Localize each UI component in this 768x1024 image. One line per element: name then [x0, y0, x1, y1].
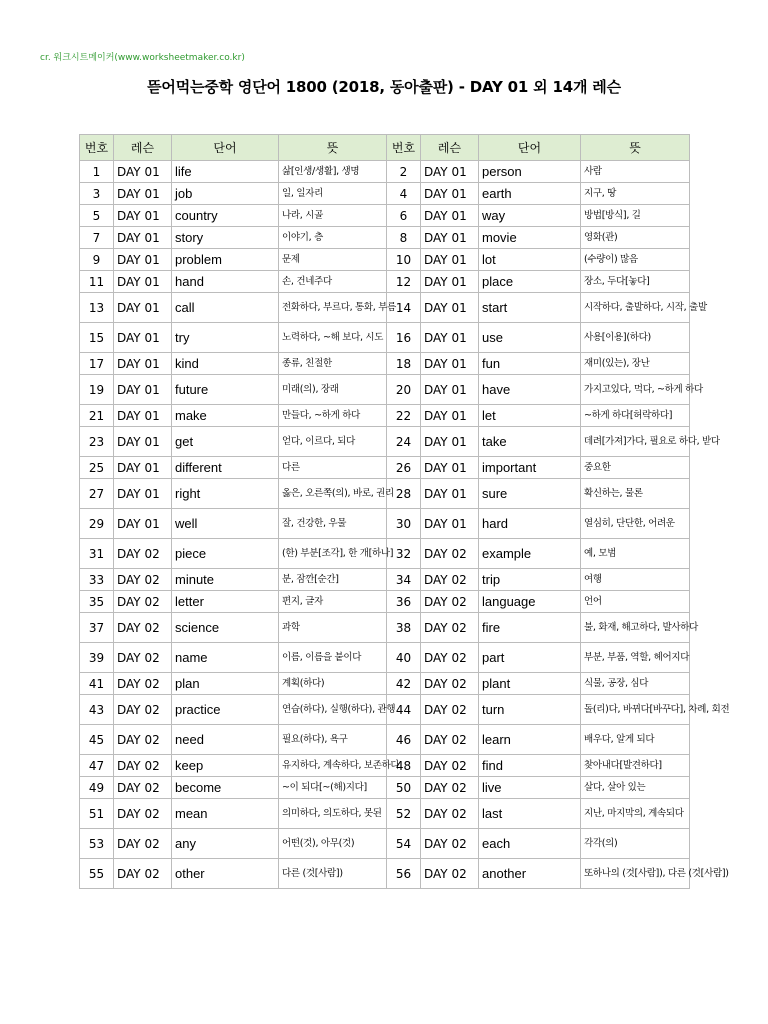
number-cell: 10	[387, 249, 421, 271]
lesson-cell: DAY 01	[114, 271, 172, 293]
lesson-cell: DAY 01	[421, 479, 479, 509]
word-cell: plan	[172, 673, 279, 695]
lesson-cell: DAY 01	[114, 183, 172, 205]
meaning-cell: 또하나의 (것[사람]), 다른 (것[사람])	[581, 859, 690, 889]
number-cell: 12	[387, 271, 421, 293]
lesson-cell: DAY 02	[421, 859, 479, 889]
word-cell: try	[172, 323, 279, 353]
lesson-cell: DAY 01	[114, 293, 172, 323]
word-cell: trip	[479, 569, 581, 591]
number-cell: 13	[80, 293, 114, 323]
table-row	[80, 205, 690, 227]
number-cell: 51	[80, 799, 114, 829]
lesson-cell: DAY 01	[114, 249, 172, 271]
number-cell: 55	[80, 859, 114, 889]
word-cell: live	[479, 777, 581, 799]
header-number-1: 번호	[80, 135, 114, 161]
number-cell: 37	[80, 613, 114, 643]
number-cell: 8	[387, 227, 421, 249]
number-cell: 20	[387, 375, 421, 405]
number-cell: 18	[387, 353, 421, 375]
lesson-cell: DAY 01	[114, 353, 172, 375]
number-cell: 52	[387, 799, 421, 829]
word-cell: job	[172, 183, 279, 205]
meaning-cell: 중요한	[581, 457, 690, 479]
word-cell: right	[172, 479, 279, 509]
word-cell: find	[479, 755, 581, 777]
table-row	[80, 161, 690, 183]
number-cell: 22	[387, 405, 421, 427]
word-cell: practice	[172, 695, 279, 725]
number-cell: 19	[80, 375, 114, 405]
meaning-cell: 지난, 마지막의, 계속되다	[581, 799, 690, 829]
word-cell: minute	[172, 569, 279, 591]
meaning-cell: 미래(의), 장래	[279, 375, 387, 405]
word-cell: take	[479, 427, 581, 457]
number-cell: 4	[387, 183, 421, 205]
header-meaning-2: 뜻	[581, 135, 690, 161]
word-cell: last	[479, 799, 581, 829]
lesson-cell: DAY 01	[114, 509, 172, 539]
number-cell: 24	[387, 427, 421, 457]
word-cell: name	[172, 643, 279, 673]
number-cell: 41	[80, 673, 114, 695]
number-cell: 39	[80, 643, 114, 673]
table-row	[80, 427, 690, 457]
lesson-cell: DAY 02	[114, 673, 172, 695]
number-cell: 32	[387, 539, 421, 569]
lesson-cell: DAY 01	[114, 205, 172, 227]
meaning-cell: 이야기, 층	[279, 227, 387, 249]
word-cell: fun	[479, 353, 581, 375]
table-row	[80, 695, 690, 725]
meaning-cell: 지구, 땅	[581, 183, 690, 205]
number-cell: 14	[387, 293, 421, 323]
word-cell: start	[479, 293, 581, 323]
lesson-cell: DAY 01	[114, 457, 172, 479]
lesson-cell: DAY 02	[114, 695, 172, 725]
table-row	[80, 323, 690, 353]
number-cell: 49	[80, 777, 114, 799]
meaning-cell: 연습(하다), 실행(하다), 관행	[279, 695, 387, 725]
meaning-cell: 장소, 두다[놓다]	[581, 271, 690, 293]
meaning-cell: (한) 부분[조각], 한 개[하나]	[279, 539, 387, 569]
meaning-cell: (수량이) 많음	[581, 249, 690, 271]
meaning-cell: 분, 잠깐[순간]	[279, 569, 387, 591]
meaning-cell: 노력하다, ~해 보다, 시도	[279, 323, 387, 353]
table-row	[80, 457, 690, 479]
lesson-cell: DAY 02	[114, 777, 172, 799]
number-cell: 47	[80, 755, 114, 777]
number-cell: 11	[80, 271, 114, 293]
lesson-cell: DAY 02	[421, 591, 479, 613]
number-cell: 6	[387, 205, 421, 227]
word-cell: story	[172, 227, 279, 249]
number-cell: 44	[387, 695, 421, 725]
number-cell: 2	[387, 161, 421, 183]
number-cell: 46	[387, 725, 421, 755]
number-cell: 38	[387, 613, 421, 643]
meaning-cell: 종류, 친절한	[279, 353, 387, 375]
lesson-cell: DAY 01	[421, 323, 479, 353]
table-body	[80, 161, 730, 889]
lesson-cell: DAY 01	[421, 161, 479, 183]
word-cell: letter	[172, 591, 279, 613]
word-cell: earth	[479, 183, 581, 205]
meaning-cell: 어떤(것), 아무(것)	[279, 829, 387, 859]
table-row	[80, 479, 690, 509]
number-cell: 56	[387, 859, 421, 889]
word-cell: science	[172, 613, 279, 643]
lesson-cell: DAY 02	[114, 859, 172, 889]
word-cell: lot	[479, 249, 581, 271]
table-row	[80, 509, 690, 539]
number-cell: 29	[80, 509, 114, 539]
meaning-cell: 이름, 이름을 붙이다	[279, 643, 387, 673]
number-cell: 45	[80, 725, 114, 755]
lesson-cell: DAY 02	[421, 539, 479, 569]
lesson-cell: DAY 02	[114, 755, 172, 777]
meaning-cell: 삶[인생/생활], 생명	[279, 161, 387, 183]
lesson-cell: DAY 02	[421, 799, 479, 829]
word-cell: future	[172, 375, 279, 405]
lesson-cell: DAY 02	[421, 695, 479, 725]
lesson-cell: DAY 02	[421, 613, 479, 643]
lesson-cell: DAY 02	[114, 725, 172, 755]
table-row	[80, 353, 690, 375]
table-row	[80, 271, 690, 293]
word-cell: hand	[172, 271, 279, 293]
number-cell: 42	[387, 673, 421, 695]
meaning-cell: 찾아내다[발견하다]	[581, 755, 690, 777]
lesson-cell: DAY 01	[421, 293, 479, 323]
meaning-cell: 열심히, 단단한, 어려운	[581, 509, 690, 539]
word-cell: country	[172, 205, 279, 227]
meaning-cell: 배우다, 알게 되다	[581, 725, 690, 755]
number-cell: 23	[80, 427, 114, 457]
lesson-cell: DAY 01	[421, 353, 479, 375]
word-cell: other	[172, 859, 279, 889]
meaning-cell: 필요(하다), 욕구	[279, 725, 387, 755]
number-cell: 7	[80, 227, 114, 249]
lesson-cell: DAY 02	[421, 569, 479, 591]
meaning-cell: 돌(리)다, 바뀌다[바꾸다], 차례, 회전	[581, 695, 690, 725]
number-cell: 50	[387, 777, 421, 799]
number-cell: 26	[387, 457, 421, 479]
number-cell: 15	[80, 323, 114, 353]
meaning-cell: 잘, 건강한, 우물	[279, 509, 387, 539]
credit-line: cr. 워크시트메이커(www.worksheetmaker.co.kr)	[40, 53, 245, 63]
word-cell: learn	[479, 725, 581, 755]
header-meaning-1: 뜻	[279, 135, 387, 161]
meaning-cell: 문제	[279, 249, 387, 271]
lesson-cell: DAY 01	[421, 271, 479, 293]
header-number-2: 번호	[387, 135, 421, 161]
lesson-cell: DAY 01	[421, 457, 479, 479]
meaning-cell: 불, 화재, 해고하다, 발사하다	[581, 613, 690, 643]
lesson-cell: DAY 02	[421, 777, 479, 799]
table-row	[80, 405, 690, 427]
number-cell: 16	[387, 323, 421, 353]
meaning-cell: 영화(관)	[581, 227, 690, 249]
lesson-cell: DAY 01	[421, 509, 479, 539]
number-cell: 33	[80, 569, 114, 591]
table-row	[80, 375, 690, 405]
lesson-cell: DAY 01	[421, 183, 479, 205]
number-cell: 43	[80, 695, 114, 725]
number-cell: 54	[387, 829, 421, 859]
number-cell: 17	[80, 353, 114, 375]
word-cell: life	[172, 161, 279, 183]
number-cell: 21	[80, 405, 114, 427]
word-cell: need	[172, 725, 279, 755]
word-cell: fire	[479, 613, 581, 643]
word-cell: person	[479, 161, 581, 183]
lesson-cell: DAY 01	[421, 205, 479, 227]
lesson-cell: DAY 02	[421, 755, 479, 777]
meaning-cell: 계획(하다)	[279, 673, 387, 695]
number-cell: 25	[80, 457, 114, 479]
word-cell: well	[172, 509, 279, 539]
meaning-cell: 나라, 시골	[279, 205, 387, 227]
meaning-cell: 살다, 살아 있는	[581, 777, 690, 799]
meaning-cell: 부분, 부품, 역할, 헤어지다	[581, 643, 690, 673]
page-title: 뜯어먹는중학 영단어 1800 (2018, 동아출판) - DAY 01 외 14개 레슨	[147, 78, 621, 96]
table-row	[80, 249, 690, 271]
table-row	[80, 673, 690, 695]
word-cell: kind	[172, 353, 279, 375]
lesson-cell: DAY 01	[421, 227, 479, 249]
table-row	[80, 293, 690, 323]
number-cell: 48	[387, 755, 421, 777]
meaning-cell: 데려[가져]가다, 필요로 하다, 받다	[581, 427, 690, 457]
number-cell: 27	[80, 479, 114, 509]
meaning-cell: 다른 (것[사람])	[279, 859, 387, 889]
word-cell: become	[172, 777, 279, 799]
word-cell: way	[479, 205, 581, 227]
header-word-2: 단어	[479, 135, 581, 161]
lesson-cell: DAY 01	[114, 323, 172, 353]
number-cell: 53	[80, 829, 114, 859]
meaning-cell: 식물, 공장, 심다	[581, 673, 690, 695]
meaning-cell: 가지고있다, 먹다, ~하게 하다	[581, 375, 690, 405]
table-row	[80, 799, 690, 829]
table-row	[80, 725, 690, 755]
word-cell: different	[172, 457, 279, 479]
meaning-cell: 손, 건네주다	[279, 271, 387, 293]
lesson-cell: DAY 02	[421, 725, 479, 755]
word-cell: have	[479, 375, 581, 405]
lesson-cell: DAY 01	[114, 227, 172, 249]
meaning-cell: 옳은, 오른쪽(의), 바로, 권리	[279, 479, 387, 509]
word-cell: hard	[479, 509, 581, 539]
word-cell: get	[172, 427, 279, 457]
word-cell: let	[479, 405, 581, 427]
lesson-cell: DAY 01	[114, 405, 172, 427]
number-cell: 34	[387, 569, 421, 591]
number-cell: 5	[80, 205, 114, 227]
table-row	[80, 643, 690, 673]
meaning-cell: 과학	[279, 613, 387, 643]
meaning-cell: 여행	[581, 569, 690, 591]
meaning-cell: 전화하다, 부르다, 통화, 부름	[279, 293, 387, 323]
word-cell: movie	[479, 227, 581, 249]
table-row	[80, 591, 690, 613]
header-word-1: 단어	[172, 135, 279, 161]
table-row	[80, 859, 690, 889]
meaning-cell: ~이 되다[~(해)지다]	[279, 777, 387, 799]
word-cell: plant	[479, 673, 581, 695]
word-cell: call	[172, 293, 279, 323]
meaning-cell: 만들다, ~하게 하다	[279, 405, 387, 427]
word-cell: make	[172, 405, 279, 427]
meaning-cell: 편지, 글자	[279, 591, 387, 613]
lesson-cell: DAY 01	[114, 161, 172, 183]
number-cell: 30	[387, 509, 421, 539]
meaning-cell: 언어	[581, 591, 690, 613]
word-cell: turn	[479, 695, 581, 725]
number-cell: 35	[80, 591, 114, 613]
word-cell: use	[479, 323, 581, 353]
meaning-cell: 예, 모범	[581, 539, 690, 569]
lesson-cell: DAY 02	[114, 539, 172, 569]
table-row	[80, 227, 690, 249]
lesson-cell: DAY 02	[114, 613, 172, 643]
word-cell: each	[479, 829, 581, 859]
meaning-cell: 얻다, 이르다, 되다	[279, 427, 387, 457]
meaning-cell: 일, 일자리	[279, 183, 387, 205]
lesson-cell: DAY 02	[114, 829, 172, 859]
word-cell: sure	[479, 479, 581, 509]
word-cell: part	[479, 643, 581, 673]
meaning-cell: ~하게 하다[허락하다]	[581, 405, 690, 427]
lesson-cell: DAY 01	[114, 375, 172, 405]
meaning-cell: 재미(있는), 장난	[581, 353, 690, 375]
lesson-cell: DAY 02	[421, 673, 479, 695]
lesson-cell: DAY 02	[114, 799, 172, 829]
meaning-cell: 유지하다, 계속하다, 보존하다	[279, 755, 387, 777]
word-cell: problem	[172, 249, 279, 271]
lesson-cell: DAY 01	[421, 249, 479, 271]
word-cell: keep	[172, 755, 279, 777]
table-header-row	[80, 135, 690, 161]
header-lesson-2: 레슨	[421, 135, 479, 161]
lesson-cell: DAY 02	[114, 591, 172, 613]
number-cell: 9	[80, 249, 114, 271]
lesson-cell: DAY 01	[421, 375, 479, 405]
table-row	[80, 183, 690, 205]
lesson-cell: DAY 01	[114, 479, 172, 509]
meaning-cell: 확신하는, 물론	[581, 479, 690, 509]
meaning-cell: 의미하다, 의도하다, 못된	[279, 799, 387, 829]
lesson-cell: DAY 02	[421, 643, 479, 673]
meaning-cell: 사람	[581, 161, 690, 183]
word-cell: language	[479, 591, 581, 613]
meaning-cell: 방법[방식], 길	[581, 205, 690, 227]
meaning-cell: 다른	[279, 457, 387, 479]
table-row	[80, 539, 690, 569]
number-cell: 28	[387, 479, 421, 509]
word-cell: example	[479, 539, 581, 569]
word-cell: another	[479, 859, 581, 889]
lesson-cell: DAY 01	[421, 427, 479, 457]
lesson-cell: DAY 01	[421, 405, 479, 427]
word-cell: important	[479, 457, 581, 479]
vocabulary-table	[79, 134, 730, 889]
lesson-cell: DAY 02	[114, 569, 172, 591]
number-cell: 36	[387, 591, 421, 613]
word-cell: place	[479, 271, 581, 293]
header-lesson-1: 레슨	[114, 135, 172, 161]
lesson-cell: DAY 01	[114, 427, 172, 457]
meaning-cell: 시작하다, 출발하다, 시작, 출발	[581, 293, 690, 323]
table-row	[80, 829, 690, 859]
word-cell: piece	[172, 539, 279, 569]
table-row	[80, 613, 690, 643]
number-cell: 3	[80, 183, 114, 205]
word-cell: mean	[172, 799, 279, 829]
lesson-cell: DAY 02	[114, 643, 172, 673]
number-cell: 40	[387, 643, 421, 673]
meaning-cell: 사용[이용](하다)	[581, 323, 690, 353]
table-row	[80, 569, 690, 591]
number-cell: 1	[80, 161, 114, 183]
meaning-cell: 각각(의)	[581, 829, 690, 859]
lesson-cell: DAY 02	[421, 829, 479, 859]
number-cell: 31	[80, 539, 114, 569]
word-cell: any	[172, 829, 279, 859]
table-row	[80, 755, 690, 777]
table-row	[80, 777, 690, 799]
